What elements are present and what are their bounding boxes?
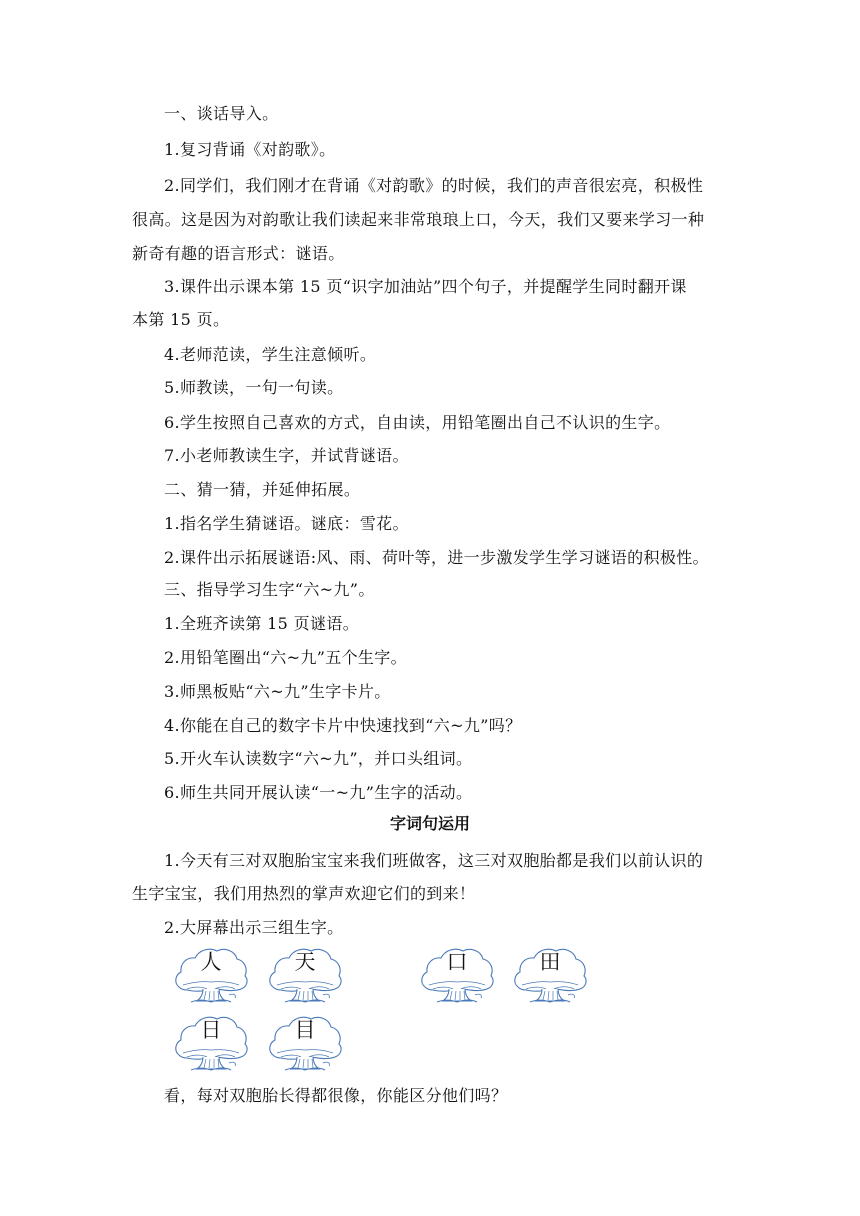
list-item-continuation: 本第 15 页。	[132, 310, 230, 329]
section-heading-1: 一、谈话导入。	[164, 104, 279, 123]
list-item: 5.师教读，一句一句读。	[164, 378, 344, 397]
list-item: 6.学生按照自己喜欢的方式，自由读，用铅笔圈出自己不认识的生字。	[164, 413, 671, 432]
list-item: 1.今天有三对双胞胎宝宝来我们班做客，这三对双胞胎都是我们以前认识的	[164, 851, 704, 870]
mushroom-character: 人	[200, 950, 222, 974]
list-item: 4.老师范读，学生注意倾听。	[164, 345, 377, 364]
closing-question: 看，每对双胞胎长得都很像，你能区分他们吗？	[164, 1086, 508, 1105]
mushroom-card	[512, 945, 588, 1005]
mushroom-card	[173, 1013, 249, 1073]
list-item: 1.指名学生猜谜语。谜底：雪花。	[164, 514, 409, 533]
list-item: 5.开火车认读数字“六~九”，并口头组词。	[164, 749, 473, 768]
list-item-continuation: 新奇有趣的语言形式：谜语。	[132, 244, 345, 263]
mushroom-card	[267, 1013, 343, 1073]
list-item: 7.小老师教读生字，并试背谜语。	[164, 446, 409, 465]
list-item: 1.复习背诵《对韵歌》。	[164, 140, 336, 159]
list-item-continuation: 生字宝宝，我们用热烈的掌声欢迎它们的到来！	[132, 884, 476, 903]
list-item: 3.师黑板贴“六~九”生字卡片。	[164, 682, 391, 701]
list-item: 2.大屏幕出示三组生字。	[164, 918, 344, 937]
list-item: 2.用铅笔圈出“六~九”五个生字。	[164, 648, 407, 667]
mushroom-character: 目	[294, 1018, 316, 1042]
mushroom-character: 田	[539, 950, 561, 974]
list-item: 4.你能在自己的数字卡片中快速找到“六~九”吗？	[164, 716, 522, 735]
list-item: 2.同学们，我们刚才在背诵《对韵歌》的时候，我们的声音很宏亮，积极性	[164, 176, 704, 195]
list-item: 3.课件出示课本第 15 页“识字加油站”四个句子，并提醒学生同时翻开课	[164, 277, 687, 296]
mushroom-character: 口	[446, 950, 468, 974]
section-heading-2: 二、猜一猜，并延伸拓展。	[164, 480, 361, 499]
section-heading-3: 三、指导学习生字“六~九”。	[164, 580, 375, 599]
list-item: 2.课件出示拓展谜语:风、雨、荷叶等，进一步激发学生学习谜语的积极性。	[164, 548, 709, 567]
list-item: 6.师生共同开展认读“一~九”生字的活动。	[164, 783, 473, 802]
mushroom-card	[419, 945, 495, 1005]
list-item-continuation: 很高。这是因为对韵歌让我们读起来非常琅琅上口，今天，我们又要来学习一种	[132, 210, 705, 229]
list-item: 1.全班齐读第 15 页谜语。	[164, 614, 360, 633]
mushroom-character: 日	[200, 1018, 222, 1042]
mushroom-card	[173, 945, 249, 1005]
mushroom-character: 天	[294, 950, 316, 974]
mushroom-card	[267, 945, 343, 1005]
section-title: 字词句运用	[389, 814, 470, 833]
